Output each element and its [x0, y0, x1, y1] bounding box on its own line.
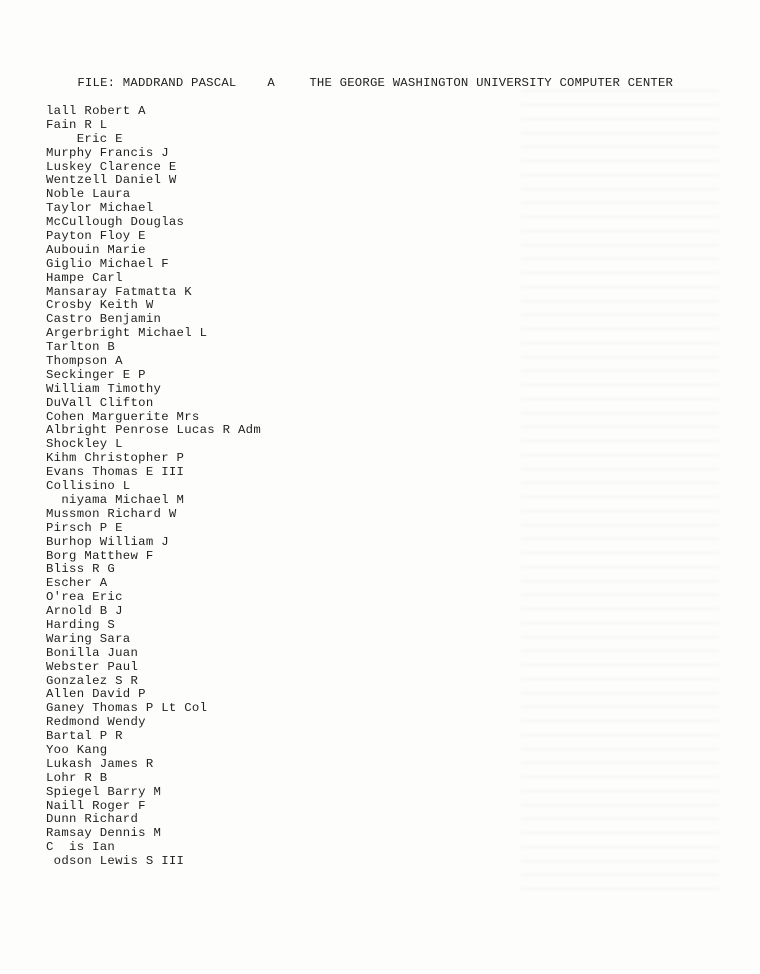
list-item: Collisino L: [46, 479, 131, 494]
list-item: Gonzalez S R: [46, 673, 139, 688]
list-item: Bliss R G: [46, 562, 116, 577]
list-item: Allen David P: [46, 687, 146, 702]
list-item: Argerbright Michael L: [46, 326, 208, 341]
reverse-side-bleed: [520, 90, 720, 890]
list-item: Borg Matthew F: [46, 548, 154, 563]
file-letter: A: [267, 76, 275, 90]
list-item: Tarlton B: [46, 340, 116, 355]
list-item: Seckinger E P: [46, 367, 146, 382]
list-item: DuVall Clifton: [46, 395, 154, 410]
list-item: Bonilla Juan: [46, 645, 139, 660]
file-label: FILE: MADDRAND PASCAL: [77, 76, 237, 90]
list-item: lall Robert A: [46, 104, 146, 118]
list-item: Murphy Francis J: [46, 145, 169, 160]
list-item: Luskey Clarence E: [46, 159, 177, 174]
list-item: Spiegel Barry M: [46, 784, 162, 799]
list-item: William Timothy: [46, 381, 162, 396]
list-item: Burhop William J: [46, 534, 169, 549]
list-item: Harding S: [46, 617, 116, 632]
list-item: Fain R L: [46, 117, 108, 132]
institution-name: THE GEORGE WASHINGTON UNIVERSITY COMPUTER CENTER: [309, 76, 674, 90]
list-item: Kihm Christopher P: [46, 451, 185, 466]
list-item: Payton Floy E: [46, 229, 146, 244]
list-item: Lukash James R: [46, 756, 154, 771]
list-item: Albright Penrose Lucas R Adm: [46, 423, 262, 438]
list-item: Ramsay Dennis M: [46, 826, 162, 841]
list-item: Dunn Richard: [46, 812, 139, 827]
list-item: Yoo Kang: [46, 742, 108, 757]
document-header: [47, 62, 673, 104]
name-list: [46, 105, 261, 869]
list-item: Arnold B J: [46, 604, 123, 619]
list-item: Mussmon Richard W: [46, 506, 177, 521]
list-item: Mansaray Fatmatta K: [46, 284, 192, 299]
list-item: Waring Sara: [46, 631, 131, 646]
list-item: Giglio Michael F: [46, 256, 169, 271]
list-item: Thompson A: [46, 354, 123, 369]
list-item: Wentzell Daniel W: [46, 173, 177, 188]
list-item: Ganey Thomas P Lt Col: [46, 701, 208, 716]
list-item: Taylor Michael: [46, 201, 154, 216]
list-item: Escher A: [46, 576, 108, 591]
list-item: Evans Thomas E III: [46, 465, 185, 480]
list-item: McCullough Douglas: [46, 215, 185, 230]
list-item: Shockley L: [46, 437, 123, 452]
list-item: Bartal P R: [46, 729, 123, 744]
list-item: Lohr R B: [46, 770, 108, 785]
list-item: Crosby Keith W: [46, 298, 154, 313]
list-item: Castro Benjamin: [46, 312, 162, 327]
list-item: niyama Michael M: [46, 492, 185, 507]
list-item: Hampe Carl: [46, 270, 123, 285]
list-item: Aubouin Marie: [46, 242, 146, 257]
list-item: Webster Paul: [46, 659, 139, 674]
list-item: O'rea Eric: [46, 590, 123, 605]
list-item: Eric E: [46, 131, 123, 146]
list-item: Redmond Wendy: [46, 715, 146, 730]
list-item: C is Ian: [46, 840, 116, 855]
list-item: Cohen Marguerite Mrs: [46, 409, 200, 424]
list-item: Naill Roger F: [46, 798, 146, 813]
list-item: odson Lewis S III: [46, 854, 185, 869]
list-item: Noble Laura: [46, 187, 131, 202]
list-item: Pirsch P E: [46, 520, 123, 535]
